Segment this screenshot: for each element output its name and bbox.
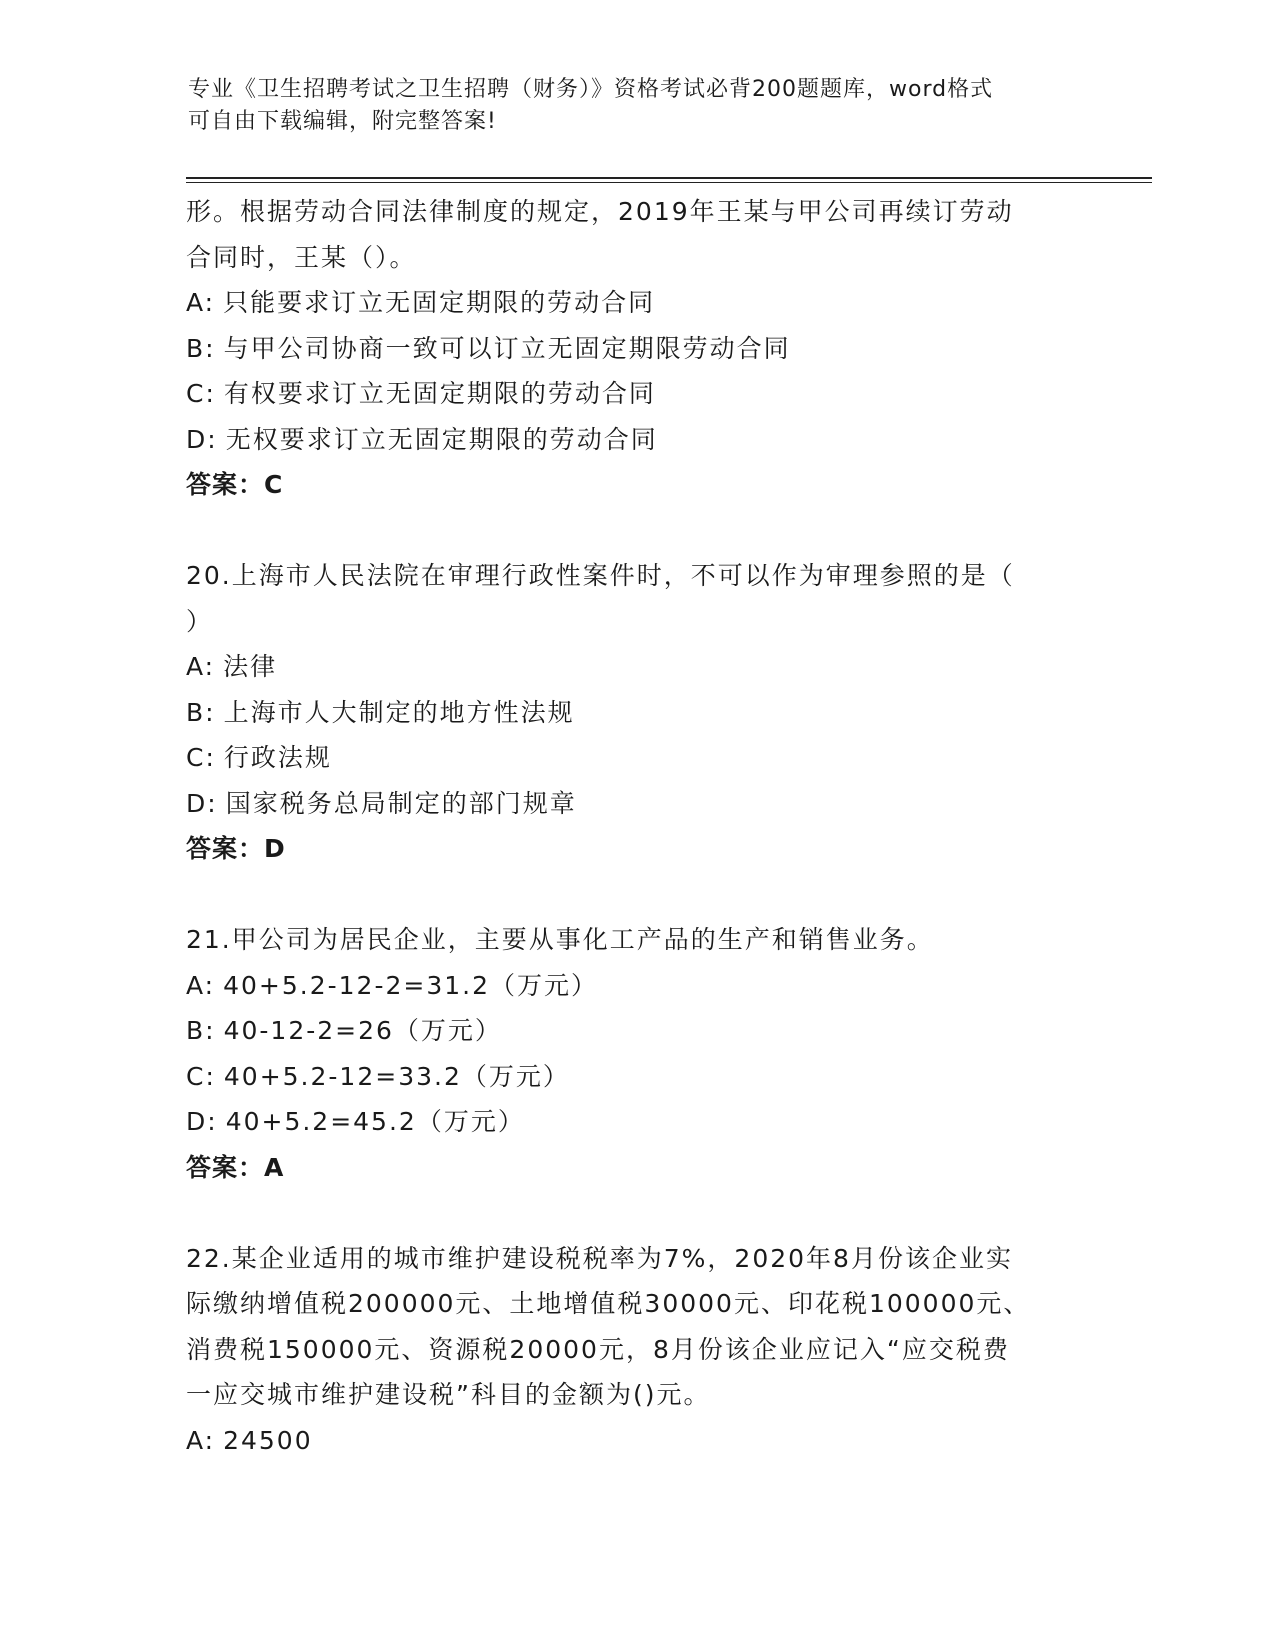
option-text: 法律: [223, 652, 278, 681]
option-a: [186, 644, 1076, 690]
header-divider-thick: [186, 177, 1152, 179]
option-c: [186, 371, 1076, 417]
question-spacer: [186, 1191, 1076, 1236]
option-key: C:: [186, 1061, 216, 1091]
question-stem-line: ）: [186, 606, 214, 636]
answer-line: 答案：D: [186, 834, 286, 863]
option-key: D:: [186, 788, 218, 818]
option-key: A:: [186, 652, 216, 681]
option-text: 40-12-2=26（万元）: [223, 1016, 502, 1045]
header-title-line-2: 可自由下载编辑，附完整答案!: [188, 109, 497, 134]
question-stem-line: 22.某企业适用的城市维护建设税税率为7%，2020年8月份该企业实: [186, 1243, 1013, 1273]
option-key: A:: [186, 288, 216, 317]
question-stem-line: 合同时，王某（）。: [186, 242, 417, 272]
header-divider-thin: [186, 182, 1152, 183]
question-22: [186, 1236, 1076, 1464]
option-key: C:: [186, 743, 216, 772]
option-c: [186, 735, 1076, 781]
option-key: B:: [186, 1016, 216, 1045]
option-key: B:: [186, 697, 216, 727]
option-text: 24500: [223, 1425, 313, 1455]
question-spacer: [186, 508, 1076, 553]
question-stem-line: 一应交城市维护建设税”科目的金额为()元。: [186, 1380, 711, 1409]
option-text: 40+5.2-12=33.2（万元）: [223, 1061, 570, 1091]
option-d: [186, 417, 1076, 463]
question-stem-line: 际缴纳增值税200000元、土地增值税30000元、印花税100000元、: [186, 1289, 1031, 1318]
option-text: 只能要求订立无固定期限的劳动合同: [223, 288, 656, 317]
option-key: D:: [186, 424, 218, 454]
option-d: [186, 1099, 1076, 1145]
question-19: [186, 189, 1076, 508]
option-key: A:: [186, 1425, 216, 1455]
option-key: A:: [186, 970, 216, 1000]
question-spacer: [186, 872, 1076, 917]
option-text: 40+5.2-12-2=31.2（万元）: [223, 970, 598, 1000]
question-list: [186, 189, 1076, 1463]
page-header: [188, 74, 1068, 138]
option-key: B:: [186, 333, 216, 363]
option-text: 行政法规: [223, 743, 332, 772]
question-stem-line: 形。根据劳动合同法律制度的规定，2019年王某与甲公司再续订劳动: [186, 197, 1014, 226]
answer-line: 答案：C: [186, 470, 284, 499]
option-key: C:: [186, 379, 216, 408]
question-20: [186, 553, 1076, 872]
option-text: 40+5.2=45.2（万元）: [225, 1107, 525, 1136]
option-text: 上海市人大制定的地方性法规: [223, 697, 575, 727]
option-b: [186, 1008, 1076, 1054]
option-text: 无权要求订立无固定期限的劳动合同: [225, 424, 658, 454]
question-21: [186, 917, 1076, 1191]
option-b: [186, 690, 1076, 736]
option-text: 与甲公司协商一致可以订立无固定期限劳动合同: [223, 333, 791, 363]
option-b: [186, 326, 1076, 372]
answer-line: 答案：A: [186, 1152, 285, 1182]
header-title-line-1: 专业《卫生招聘考试之卫生招聘（财务）》资格考试必背200题题库，word格式: [188, 77, 994, 102]
option-key: D:: [186, 1107, 218, 1136]
option-a: [186, 963, 1076, 1009]
question-stem-line: 21.甲公司为居民企业，主要从事化工产品的生产和销售业务。: [186, 925, 934, 954]
option-text: 国家税务总局制定的部门规章: [225, 788, 577, 818]
option-a: [186, 1418, 1076, 1464]
option-d: [186, 781, 1076, 827]
option-text: 有权要求订立无固定期限的劳动合同: [223, 379, 656, 408]
question-stem-line: 消费税150000元、资源税20000元，8月份该企业应记入“应交税费: [186, 1334, 1010, 1364]
option-c: [186, 1054, 1076, 1100]
option-a: [186, 280, 1076, 326]
question-stem-line: 20.上海市人民法院在审理行政性案件时，不可以作为审理参照的是（: [186, 561, 1015, 590]
